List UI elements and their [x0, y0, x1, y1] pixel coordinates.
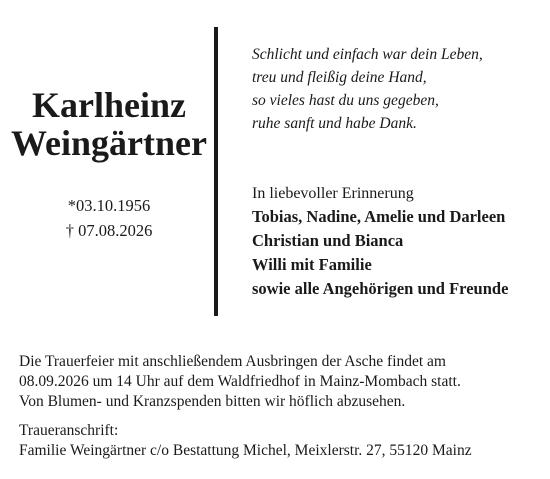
death-date: † 07.08.2026: [65, 221, 153, 240]
deceased-first-name: Karlheinz: [32, 85, 186, 125]
memory-intro: In liebevoller Erinnerung: [252, 185, 414, 202]
life-dates: [0, 193, 218, 243]
vertical-divider: [214, 27, 218, 316]
deceased-last-name: Weingärtner: [11, 123, 207, 163]
funeral-notice: [19, 352, 544, 412]
notice-line: Die Trauerfeier mit anschließendem Ausbringen der Asche findet am: [19, 353, 446, 370]
mourners-list: [252, 205, 547, 301]
mourning-address: [19, 421, 544, 461]
address-label: Traueranschrift:: [19, 422, 119, 439]
poem-line: ruhe sanft und habe Dank.: [252, 115, 417, 132]
notice-line: Von Blumen- und Kranzspenden bitten wir höflich abzusehen.: [19, 393, 406, 410]
mourner-line: sowie alle Angehörigen und Freunde: [252, 279, 509, 298]
address-value: Familie Weingärtner c/o Bestattung Michel, Meixlerstr. 27, 55120 Mainz: [19, 442, 472, 459]
mourner-line: Tobias, Nadine, Amelie und Darleen: [252, 207, 506, 226]
deceased-name: [0, 86, 218, 162]
memorial-poem: [252, 43, 542, 135]
birth-date: *03.10.1956: [67, 196, 151, 215]
mourner-line: Willi mit Familie: [252, 255, 372, 274]
mourner-line: Christian und Bianca: [252, 231, 404, 250]
poem-line: so vieles hast du uns gegeben,: [252, 92, 439, 109]
poem-line: treu und fleißig deine Hand,: [252, 69, 427, 86]
poem-line: Schlicht und einfach war dein Leben,: [252, 46, 483, 63]
notice-line: 08.09.2026 um 14 Uhr auf dem Waldfriedhof in Mainz-Mombach statt.: [19, 373, 461, 390]
